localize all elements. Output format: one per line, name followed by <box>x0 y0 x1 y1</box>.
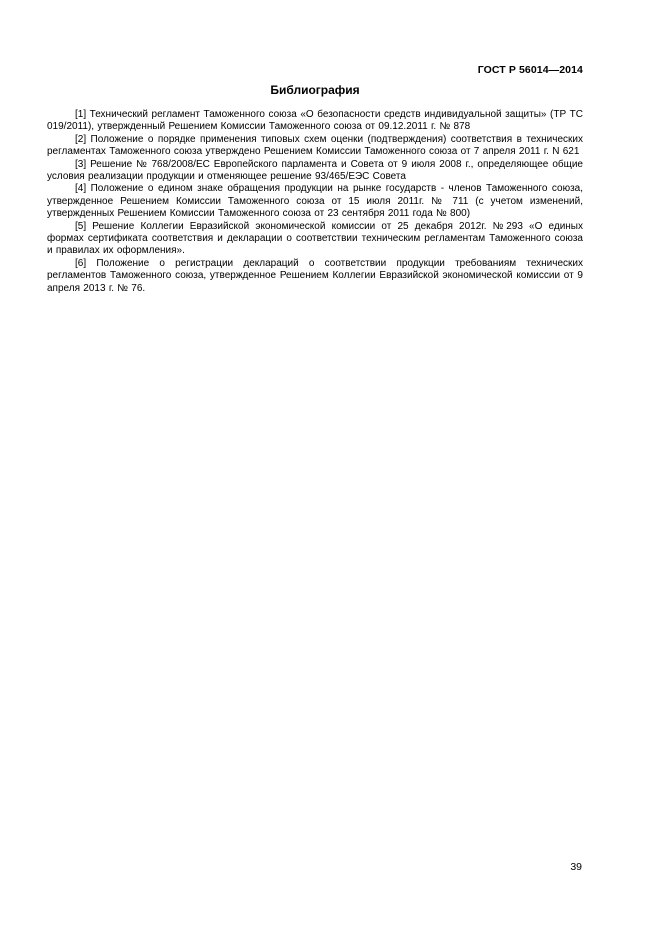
document-code: ГОСТ Р 56014—2014 <box>477 64 583 76</box>
bibliography-item-6: [6] Положение о регистрации деклараций о соответствии продукции требованиям технических регламентов Таможенного союза, утвержденное Решением Коллегии Евразийской экономической комиссии от 9 апреля 2013 г. № 76. <box>47 257 583 294</box>
section-title: Библиография <box>270 83 360 97</box>
bibliography-item-1: [1] Технический регламент Таможенного союза «О безопасности средств индивидуальной защиты» (ТР ТС 019/2011), утвержденный Решением Комиссии Таможенного союза от 09.12.2011 г. № 878 <box>47 109 583 133</box>
bibliography-item-3: [3] Решение № 768/2008/ЕС Европейского парламента и Совета от 9 июля 2008 г., определяющее общие условия реализации продукции и отменяющее решение 93/465/ЕЭС Совета <box>47 158 583 183</box>
bibliography-item-2: [2] Положение о порядке применения типовых схем оценки (подтверждения) соответствия в технических регламентах Таможенного союза утверждено Решением Комиссии Таможенного союза от 7 апреля 2011 г. N 621 <box>47 133 583 158</box>
page-number: 39 <box>570 861 582 873</box>
bibliography-item-5: [5] Решение Коллегии Евразийской экономической комиссии от 25 декабря 2012г. №293 «О единых формах сертификата соответствия и декларации о соответствии техническим регламентам Таможенного союза и правилах их оформления». <box>47 220 583 257</box>
bibliography-list <box>47 109 583 295</box>
bibliography-item-4: [4] Положение о едином знаке обращения продукции на рынке государств - членов Таможенного союза, утвержденное Решением Комиссии Таможенного союза от 15 июля 2011г. № 711 (с учетом изменений, утвержденных Решением Комиссии Таможенного союза от 23 сентября 2011 года № 800) <box>47 183 583 220</box>
